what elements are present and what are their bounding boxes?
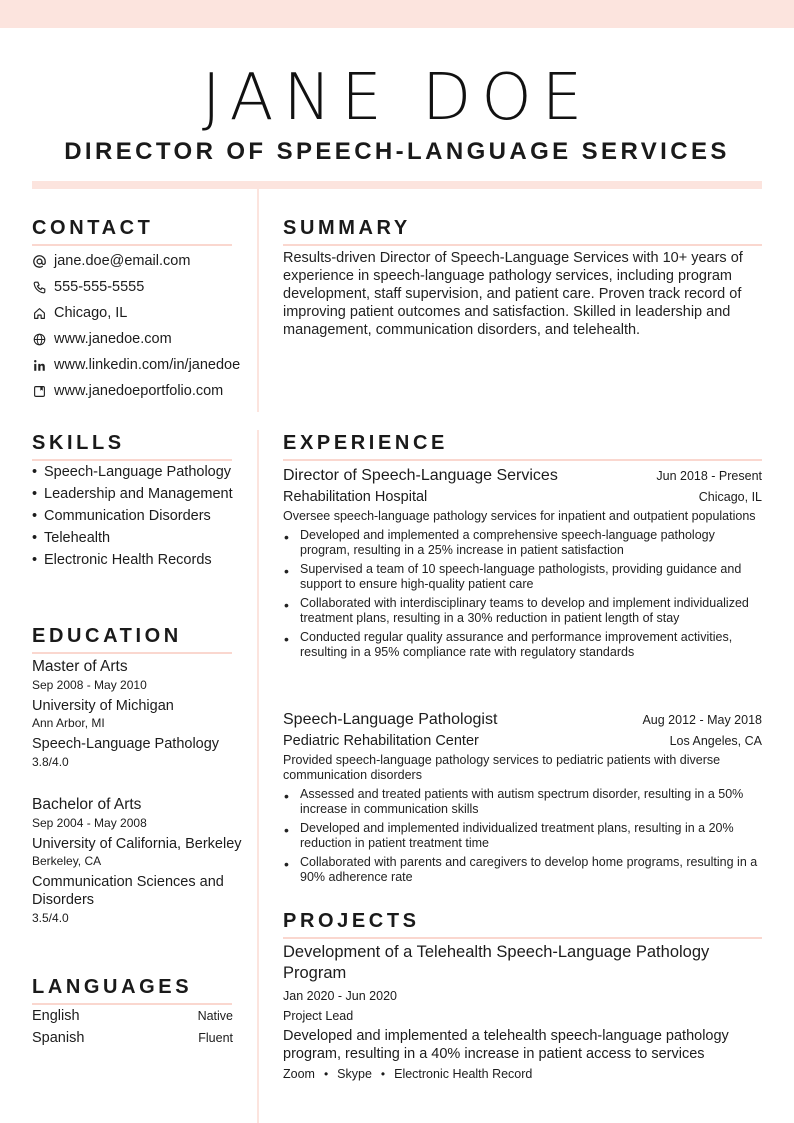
contact-location xyxy=(32,300,258,326)
job-location: Chicago, IL xyxy=(698,490,762,504)
education-degree: Master of Arts xyxy=(32,658,128,675)
education-degree: Bachelor of Arts xyxy=(32,796,142,813)
education-field: Communication Sciences and Disorders xyxy=(32,874,224,908)
language-row-english xyxy=(32,1008,233,1024)
project-title: Development of a Telehealth Speech-Language Pathology Program xyxy=(283,943,710,982)
contact-list xyxy=(32,248,258,404)
contact-linkedin-text: www.linkedin.com/in/janedoe xyxy=(54,357,241,373)
language-name: English xyxy=(32,1008,80,1024)
job-dates: Jun 2018 - Present xyxy=(656,469,762,483)
phone-icon xyxy=(32,280,46,294)
job-bullets xyxy=(283,528,762,660)
skill-item: • Telehealth xyxy=(32,529,242,547)
job-bullet: • Collaborated with interdisciplinary teams to develop and implement individualized treatment plans, resulting in a 30% reduction in patient length of stay xyxy=(283,596,762,626)
education-dates: Sep 2004 - May 2008 xyxy=(32,816,147,830)
project-tools xyxy=(283,1065,762,1083)
education-entry-masters xyxy=(32,657,242,771)
separator-dot: • xyxy=(380,1067,386,1081)
job-bullet: • Supervised a team of 10 speech-language pathologists, providing guidance and support to ensure high-quality patient care xyxy=(283,562,762,592)
project-tool: Electronic Health Record xyxy=(394,1067,533,1081)
contact-phone[interactable] xyxy=(32,274,258,300)
top-accent-bar xyxy=(0,0,794,28)
language-name: Spanish xyxy=(32,1030,85,1046)
separator-dot: • xyxy=(323,1067,329,1081)
job-company: Rehabilitation Hospital xyxy=(283,489,428,505)
skill-item: • Leadership and Management xyxy=(32,485,242,503)
skills-list xyxy=(32,463,242,573)
contact-portfolio-text: www.janedoeportfolio.com xyxy=(54,383,224,399)
candidate-title: DIRECTOR OF SPEECH-LANGUAGE SERVICES xyxy=(64,138,730,165)
job-location: Los Angeles, CA xyxy=(669,734,762,748)
contact-email-text: jane.doe@email.com xyxy=(54,253,191,269)
contact-portfolio[interactable] xyxy=(32,378,258,404)
job-bullets xyxy=(283,787,762,885)
job-bullet: • Developed and implemented a comprehensive speech-language pathology program, resulting in a 25% increase in patient satisfaction xyxy=(283,528,762,558)
education-gpa: 3.8/4.0 xyxy=(32,755,69,769)
language-level: Fluent xyxy=(198,1031,233,1045)
skill-item: • Communication Disorders xyxy=(32,507,242,525)
education-gpa: 3.5/4.0 xyxy=(32,911,69,925)
summary-heading: SUMMARY xyxy=(283,216,762,246)
globe-icon xyxy=(32,332,46,346)
job-bullet: • Conducted regular quality assurance and performance improvement activities, resulting in a 95% compliance rate with regulatory standards xyxy=(283,630,762,660)
column-divider-bottom xyxy=(257,430,259,1123)
project-tool: Zoom xyxy=(283,1067,315,1081)
job-entry-slp xyxy=(283,709,762,889)
job-bullet: • Developed and implemented individualized treatment plans, resulting in a 20% reduction in patient treatment time xyxy=(283,821,762,851)
job-description: Provided speech-language pathology services to pediatric patients with diverse communication disorders xyxy=(283,753,721,782)
contact-phone-text: 555-555-5555 xyxy=(54,279,145,295)
education-entry-bachelors xyxy=(32,795,242,927)
experience-heading: EXPERIENCE xyxy=(283,431,762,461)
candidate-name: JANE DOE xyxy=(201,61,593,135)
job-dates: Aug 2012 - May 2018 xyxy=(642,713,762,727)
contact-location-text: Chicago, IL xyxy=(54,305,128,321)
education-location: Ann Arbor, MI xyxy=(32,716,105,730)
languages-heading: LANGUAGES xyxy=(32,975,232,1005)
job-description: Oversee speech-language pathology services for inpatient and outpatient populations xyxy=(283,509,756,523)
job-company: Pediatric Rehabilitation Center xyxy=(283,733,479,749)
education-school: University of Michigan xyxy=(32,698,174,714)
education-location: Berkeley, CA xyxy=(32,854,102,868)
education-field: Speech-Language Pathology xyxy=(32,736,220,752)
contact-website[interactable] xyxy=(32,326,258,352)
job-title: Director of Speech-Language Services xyxy=(283,467,558,484)
skill-item: • Speech-Language Pathology xyxy=(32,463,242,481)
project-dates: Jan 2020 - Jun 2020 xyxy=(283,989,397,1003)
education-heading: EDUCATION xyxy=(32,624,232,654)
education-dates: Sep 2008 - May 2010 xyxy=(32,678,147,692)
job-bullet: • Collaborated with parents and caregivers to develop home programs, resulting in a 90% adherence rate xyxy=(283,855,762,885)
education-school: University of California, Berkeley xyxy=(32,836,242,852)
job-entry-director xyxy=(283,465,762,664)
at-icon xyxy=(32,254,46,268)
contact-linkedin[interactable] xyxy=(32,352,258,378)
contact-email[interactable] xyxy=(32,248,258,274)
project-description: Developed and implemented a telehealth speech-language pathology program, resulting in a 40% increase in patient access to services xyxy=(283,1028,729,1062)
language-level: Native xyxy=(197,1009,233,1023)
project-tool: Skype xyxy=(337,1067,372,1081)
skill-item: • Electronic Health Records xyxy=(32,551,242,569)
job-title: Speech-Language Pathologist xyxy=(283,711,498,728)
home-icon xyxy=(32,306,46,320)
skills-heading: SKILLS xyxy=(32,431,232,461)
summary-text: Results-driven Director of Speech-Language Services with 10+ years of experience in speech-language pathology services, including program development, staff supervision, and patient care. Proven track record of improving patient outcomes and satisfaction. Skilled in leadership and management, communication disorders, and telehealth. xyxy=(283,250,743,338)
project-role: Project Lead xyxy=(283,1009,354,1023)
language-row-spanish xyxy=(32,1030,233,1046)
project-entry xyxy=(283,942,762,1083)
linkedin-icon xyxy=(32,358,46,372)
portfolio-icon xyxy=(32,384,46,398)
header-divider xyxy=(32,181,762,189)
contact-heading: CONTACT xyxy=(32,216,232,246)
job-bullet: • Assessed and treated patients with autism spectrum disorder, resulting in a 50% increase in communication skills xyxy=(283,787,762,817)
contact-website-text: www.janedoe.com xyxy=(54,331,172,347)
projects-heading: PROJECTS xyxy=(283,909,762,939)
